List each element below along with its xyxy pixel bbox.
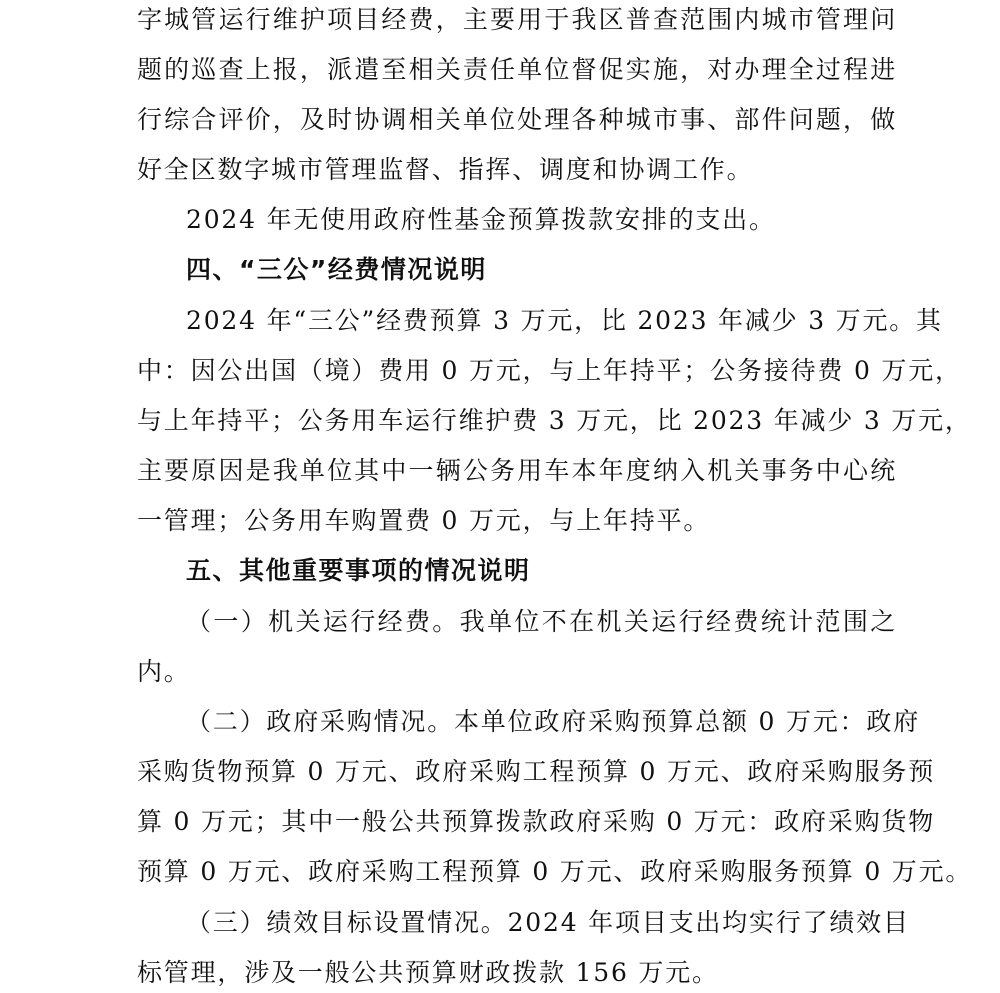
body-text-line: 中：因公出国（境）费用 0 万元，与上年持平；公务接待费 0 万元， — [137, 356, 962, 385]
body-text-line: 预算 0 万元、政府采购工程预算 0 万元、政府采购服务预算 0 万元。 — [137, 857, 973, 886]
section-heading: 五、其他重要事项的情况说明 — [186, 556, 531, 585]
body-text-line: （一）机关运行经费。我单位不在机关运行经费统计范围之 — [186, 607, 897, 636]
section-heading: 四、“三公”经费情况说明 — [186, 255, 487, 284]
body-text-line: 主要原因是我单位其中一辆公务用车本年度纳入机关事务中心统 — [137, 456, 897, 485]
body-text-line: 2024 年“三公”经费预算 3 万元，比 2023 年减少 3 万元。其 — [186, 306, 943, 335]
body-text-line: 标管理，涉及一般公共预算财政拨款 156 万元。 — [137, 958, 719, 987]
body-text-line: 与上年持平；公务用车运行维护费 3 万元，比 2023 年减少 3 万元， — [137, 406, 972, 435]
body-text-line: 一管理；公务用车购置费 0 万元，与上年持平。 — [137, 506, 711, 535]
body-text-line: （三）绩效目标设置情况。2024 年项目支出均实行了绩效目 — [186, 908, 910, 937]
body-text-line: 2024 年无使用政府性基金预算拨款安排的支出。 — [186, 205, 776, 234]
body-text-line: 内。 — [137, 657, 191, 686]
body-text-line: 题的巡查上报，派遣至相关责任单位督促实施，对办理全过程进 — [137, 55, 897, 84]
body-text-line: （二）政府采购情况。本单位政府采购预算总额 0 万元：政府 — [186, 707, 921, 736]
body-text-line: 算 0 万元；其中一般公共预算拨款政府采购 0 万元：政府采购货物 — [137, 807, 936, 836]
body-text-line: 好全区数字城市管理监督、指挥、调度和协调工作。 — [137, 155, 754, 184]
body-text-line: 字城管运行维护项目经费，主要用于我区普查范围内城市管理问 — [137, 5, 897, 34]
body-text-line: 行综合评价，及时协调相关单位处理各种城市事、部件问题，做 — [137, 105, 897, 134]
body-text-line: 采购货物预算 0 万元、政府采购工程预算 0 万元、政府采购服务预 — [137, 757, 936, 786]
